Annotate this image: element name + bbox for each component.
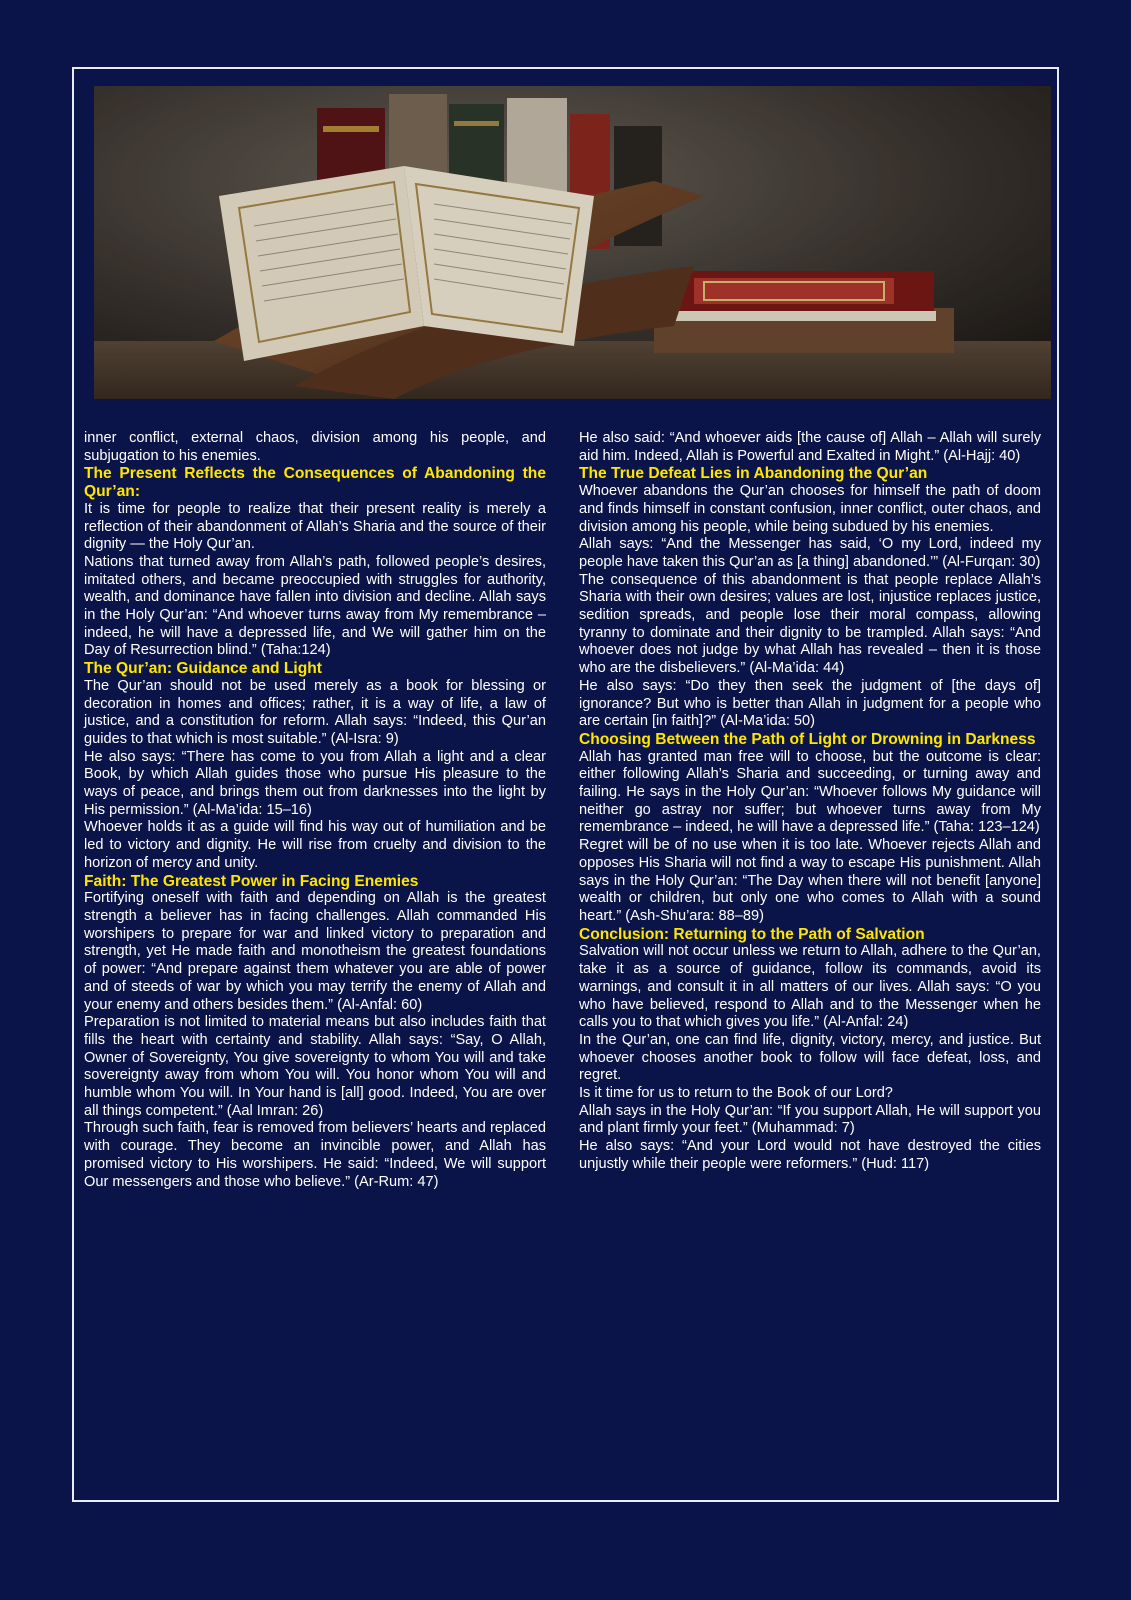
right-column (579, 430, 1041, 1174)
photo-illustration-icon (94, 86, 1051, 399)
body-paragraph: He also says: “Do they then seek the judgment of [the days of] ignorance? But who is better than Allah in judgment for a people who are certain [in faith]?” (Al-Ma’ida: 50) (579, 677, 1041, 730)
section-heading: The True Defeat Lies in Abandoning the Qur’an (579, 465, 928, 483)
body-paragraph: He also says: “And your Lord would not have destroyed the cities unjustly while their people were reformers.” (Hud: 117) (579, 1138, 1041, 1172)
section-heading: The Present Reflects the Consequences of Abandoning the Qur’an: (84, 465, 546, 501)
body-paragraph: Whoever abandons the Qur’an chooses for himself the path of doom and finds himself in constant confusion, inner conflict, outer chaos, and division among his people, while being subdued by his enemies. (579, 483, 1041, 535)
section-heading: Conclusion: Returning to the Path of Salvation (579, 925, 925, 943)
left-column (84, 430, 546, 1191)
body-paragraph: In the Qur’an, one can find life, dignity, victory, mercy, and justice. But whoever chooses another book to follow will face defeat, loss, and regret. (579, 1031, 1041, 1084)
body-paragraph: Regret will be of no use when it is too late. Whoever rejects Allah and opposes His Sharia will not find a way to escape His punishment. Allah says in the Holy Qur’an: “The Day when there will not benefit [anyone] wealth or children, but only one who comes to Allah with a sound heart.” (Ash-Shu’ara: 88–89) (579, 837, 1041, 924)
body-paragraph: He also says: “There has come to you from Allah a light and a clear Book, by which Allah guides those who pursue His pleasure to the ways of peace, and brings them out from darknesses into the light by His permission.” (Al-Ma’ida: 15–16) (84, 748, 546, 818)
section-heading: Choosing Between the Path of Light or Drowning in Darkness (579, 730, 1036, 748)
body-paragraph: Salvation will not occur unless we return to Allah, adhere to the Qur’an, take it as a source of guidance, follow its commands, avoid its warnings, and consult it in all matters of our lives. Allah says: “O you who have believed, respond to Allah and to the Messenger when he calls you to that which gives you life.” (Al-Anfal: 24) (579, 943, 1041, 1031)
body-paragraph: He also said: “And whoever aids [the cause of] Allah – Allah will surely aid him. Indeed, Allah is Powerful and Exalted in Might.” (Al-Hajj: 40) (579, 430, 1041, 464)
section-heading: The Qur’an: Guidance and Light (84, 660, 322, 678)
body-paragraph: Nations that turned away from Allah’s path, followed people’s desires, imitated others, and became preoccupied with struggles for authority, wealth, and dominance have fallen into division and decline. Allah says in the Holy Qur’an: “And whoever turns away from My remembrance – indeed, he will have a depressed life, and We will gather him on the Day of Resurrection blind.” (Taha:124) (84, 553, 546, 659)
body-paragraph: Allah says: “And the Messenger has said, ‘O my Lord, indeed my people have taken this Qur’an as [a thing] abandoned.’” (Al-Furqan: 30) (579, 536, 1041, 570)
body-paragraph: Allah has granted man free will to choose, but the outcome is clear: either following Allah’s Sharia and succeeding, or turning away and failing. He says in the Holy Qur’an: “Whoever follows My guidance will neither go astray nor suffer; but whoever turns away from My remembrance – indeed, he will have a depressed life.” (Taha: 123–124) (579, 748, 1041, 836)
body-paragraph: Through such faith, fear is removed from believers’ hearts and replaced with courage. They become an invincible power, and Allah has promised victory to His worshipers. He said: “Indeed, We will support Our messengers and those who believe.” (Ar-Rum: 47) (84, 1120, 546, 1190)
body-paragraph: It is time for people to realize that their present reality is merely a reflection of their abandonment of Allah’s Sharia and the source of their dignity — the Holy Qur’an. (84, 500, 546, 553)
body-paragraph: Fortifying oneself with faith and depending on Allah is the greatest strength a believer has in facing challenges. Allah commanded His worshipers to prepare for war and linked victory to preparation and strength, yet He made faith and monotheism the greatest foundations of power: “And prepare against them whatever you are able of power and of steeds of war by which you may terrify the enemy of Allah and your enemy and others besides them.” (Al-Anfal: 60) (84, 890, 546, 1013)
body-paragraph: The Qur’an should not be used merely as a book for blessing or decoration in homes and offices; rather, it is a way of life, a law of justice, and a constitution for reform. Allah says: “Indeed, this Qur’an guides to that which is most suitable.” (Al-Isra: 9) (84, 677, 546, 747)
body-paragraph: Preparation is not limited to material means but also includes faith that fills the heart with certainty and stability. Allah says: “Say, O Allah, Owner of Sovereignty, You give sovereignty to whom You will and take sovereignty away from whom You will. You honor whom You will and humble whom You will. In Your hand is [all] good. Indeed, You are over all things competent.” (Aal Imran: 26) (84, 1014, 546, 1119)
body-paragraph: Is it time for us to return to the Book of our Lord? (579, 1085, 893, 1102)
body-paragraph: The consequence of this abandonment is that people replace Allah’s Sharia with their own desires; values are lost, injustice replaces justice, sedition spreads, and people lose their moral compass, allowing tyranny to dominate and their dignity to be trampled. Allah says: “And whoever does not judge by what Allah has revealed – then it is those who are the disbelievers.” (Al-Ma’ida: 44) (579, 571, 1041, 677)
section-heading: Faith: The Greatest Power in Facing Enemies (84, 872, 419, 890)
body-paragraph: Whoever holds it as a guide will find his way out of humiliation and be led to victory and dignity. He will rise from cruelty and division to the horizon of mercy and unity. (84, 819, 546, 871)
quran-on-stand-photo (94, 86, 1051, 399)
body-paragraph: inner conflict, external chaos, division among his people, and subjugation to his enemies. (84, 430, 546, 464)
body-paragraph: Allah says in the Holy Qur’an: “If you support Allah, He will support you and plant firmly your feet.” (Muhammad: 7) (579, 1102, 1041, 1137)
